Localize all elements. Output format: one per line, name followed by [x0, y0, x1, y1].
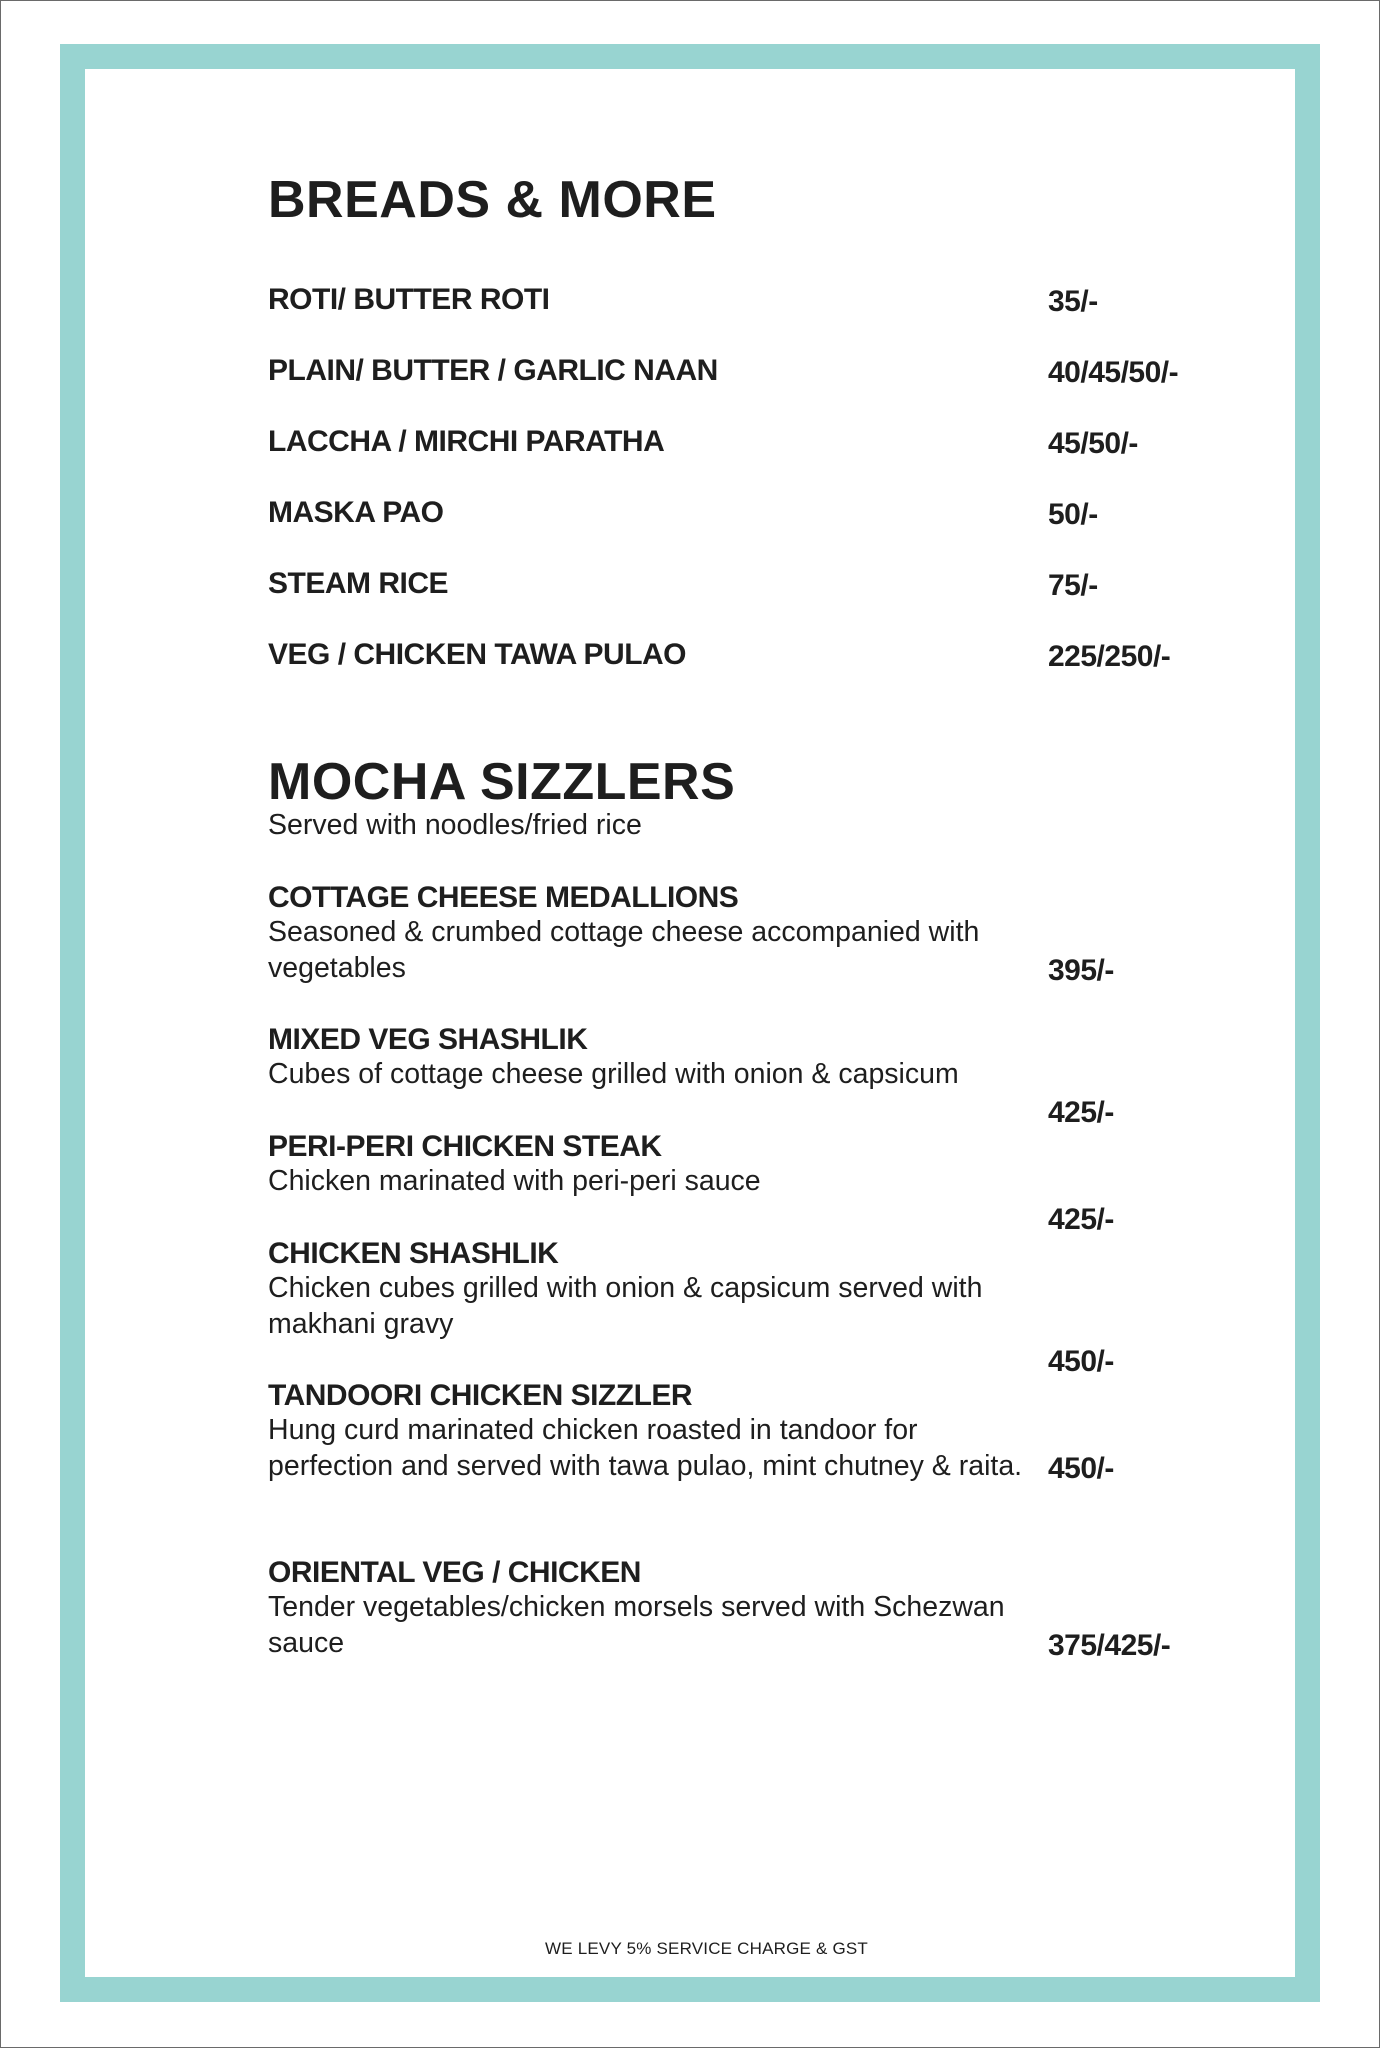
item-desc-cottage-cheese-medallions: Seasoned & crumbed cottage cheese accompanied with vegetables: [268, 916, 980, 984]
price-maska-pao: 50/-: [1048, 498, 1098, 531]
item-name-tandoori-chicken-sizzler: TANDOORI CHICKEN SIZZLER: [268, 1379, 693, 1412]
item-desc-tandoori-chicken-sizzler: Hung curd marinated chicken roasted in tandoor for perfection and served with tawa pulao, mint chutney & raita.: [268, 1414, 1023, 1482]
item-name-roti: ROTI/ BUTTER ROTI: [268, 283, 550, 316]
item-desc-oriental-veg-chicken: Tender vegetables/chicken morsels served with Schezwan sauce: [268, 1591, 1005, 1659]
price-mixed-veg-shashlik: 425/-: [1048, 1096, 1114, 1129]
price-steam-rice: 75/-: [1048, 569, 1098, 602]
item-name-maska-pao: MASKA PAO: [268, 496, 444, 529]
price-chicken-shashlik: 450/-: [1048, 1345, 1114, 1378]
price-paratha: 45/50/-: [1048, 427, 1138, 460]
section-title-sizzlers: MOCHA SIZZLERS: [268, 753, 736, 811]
item-name-steam-rice: STEAM RICE: [268, 567, 449, 600]
item-name-chicken-shashlik: CHICKEN SHASHLIK: [268, 1237, 559, 1270]
price-tawa-pulao: 225/250/-: [1048, 640, 1171, 673]
menu-frame: [60, 44, 1320, 2002]
item-name-cottage-cheese-medallions: COTTAGE CHEESE MEDALLIONS: [268, 881, 739, 914]
item-desc-peri-peri-chicken-steak: Chicken marinated with peri-peri sauce: [268, 1165, 761, 1197]
item-name-oriental-veg-chicken: ORIENTAL VEG / CHICKEN: [268, 1556, 641, 1589]
item-name-peri-peri-chicken-steak: PERI-PERI CHICKEN STEAK: [268, 1130, 662, 1163]
section-subtitle-sizzlers: Served with noodles/fried rice: [268, 809, 642, 841]
price-peri-peri-chicken-steak: 425/-: [1048, 1203, 1114, 1236]
price-roti: 35/-: [1048, 285, 1098, 318]
item-name-tawa-pulao: VEG / CHICKEN TAWA PULAO: [268, 638, 687, 671]
item-name-mixed-veg-shashlik: MIXED VEG SHASHLIK: [268, 1023, 588, 1056]
price-naan: 40/45/50/-: [1048, 356, 1179, 389]
price-cottage-cheese-medallions: 395/-: [1048, 954, 1114, 987]
item-desc-mixed-veg-shashlik: Cubes of cottage cheese grilled with onion & capsicum: [268, 1058, 959, 1090]
section-title-breads: BREADS & MORE: [268, 171, 717, 229]
item-name-paratha: LACCHA / MIRCHI PARATHA: [268, 425, 665, 458]
service-charge-note: WE LEVY 5% SERVICE CHARGE & GST: [545, 1939, 868, 1958]
price-oriental-veg-chicken: 375/425/-: [1048, 1629, 1171, 1662]
price-tandoori-chicken-sizzler: 450/-: [1048, 1452, 1114, 1485]
item-desc-chicken-shashlik: Chicken cubes grilled with onion & capsicum served with makhani gravy: [268, 1272, 983, 1340]
item-name-naan: PLAIN/ BUTTER / GARLIC NAAN: [268, 354, 718, 387]
